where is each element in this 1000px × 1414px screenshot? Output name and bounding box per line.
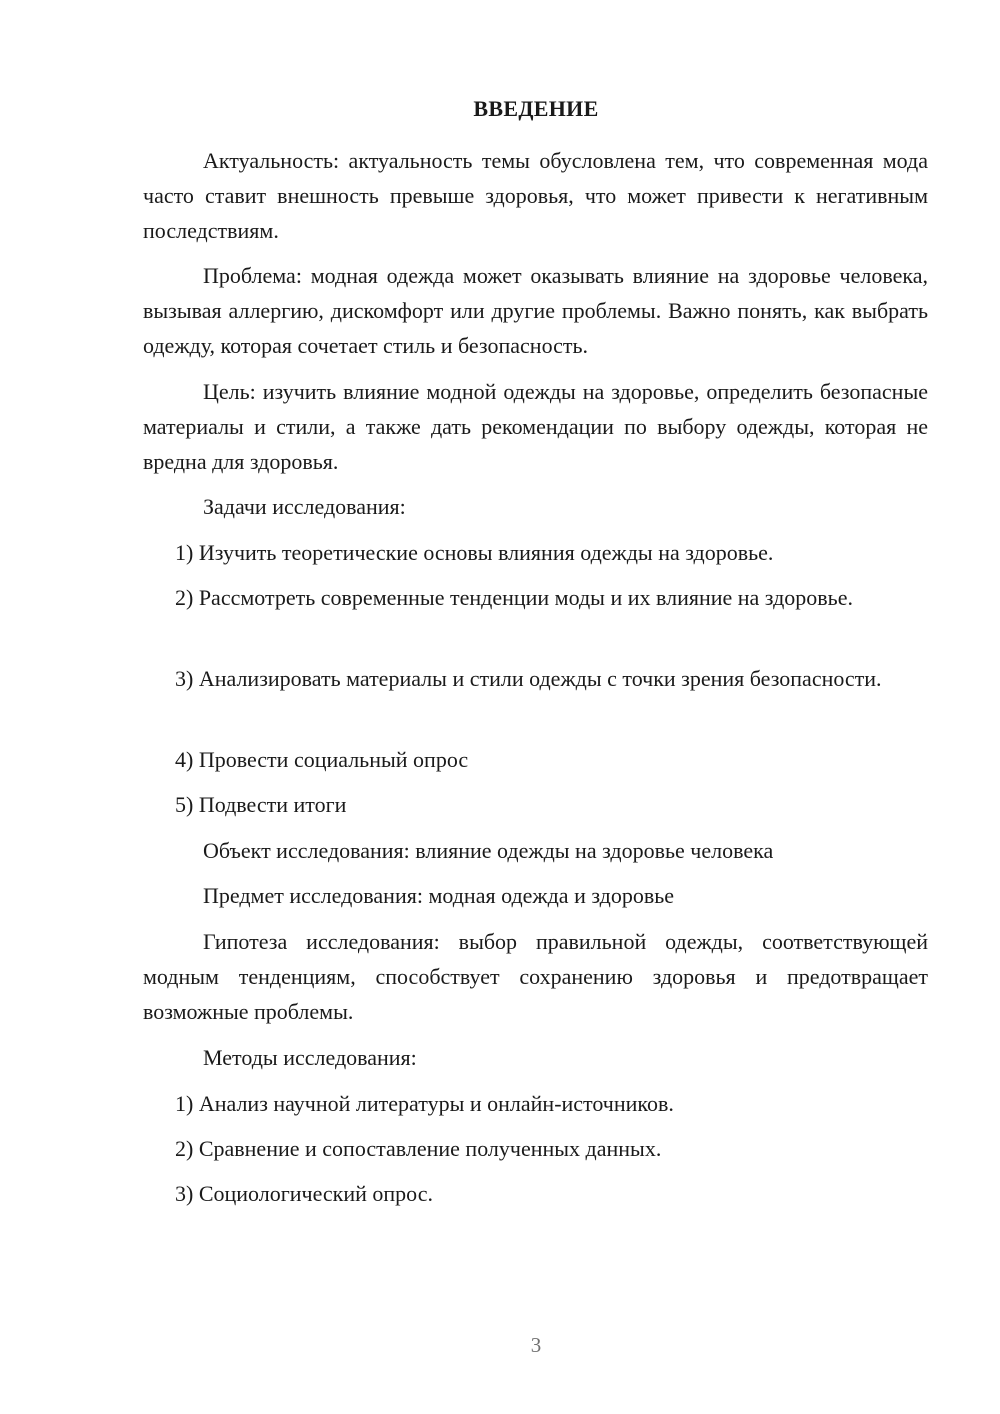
task-item: 3) Анализировать материалы и стили одежды с точки зрения безопасности. [175,666,882,691]
method-item: 2) Сравнение и сопоставление полученных данных. [175,1136,662,1161]
problem-paragraph: Проблема: модная одежда может оказывать влияние на здоровье человека, вызывая аллергию, дискомфорт или другие проблемы. Важно понять, как выбрать одежду, которая сочетает стиль и безопасность. [143,263,928,358]
method-item: 3) Социологический опрос. [175,1181,433,1206]
research-subject: Предмет исследования: модная одежда и здоровье [203,883,675,908]
hypothesis-paragraph: Гипотеза исследования: выбор правильной одежды, соответствующей модным тенденциям, способствует сохранению здоровья и предотвращает возможные проблемы. [143,929,928,1024]
methods-title: Методы исследования: [203,1045,417,1070]
task-item: 4) Провести социальный опрос [175,747,469,772]
section-heading: ВВЕДЕНИЕ [473,96,599,121]
task-item: 1) Изучить теоретические основы влияния одежды на здоровье. [175,540,774,565]
relevance-paragraph: Актуальность: актуальность темы обусловлена тем, что современная мода часто ставит внешность превыше здоровья, что может привести к негативным последствиям. [143,148,928,243]
method-item: 1) Анализ научной литературы и онлайн-источников. [175,1091,674,1116]
goal-paragraph: Цель: изучить влияние модной одежды на здоровье, определить безопасные материалы и стили, а также дать рекомендации по выбору одежды, которая не вредна для здоровья. [143,379,928,474]
task-item: 5) Подвести итоги [175,792,347,817]
task-item: 2) Рассмотреть современные тенденции моды и их влияние на здоровье. [175,585,853,610]
tasks-title: Задачи исследования: [203,494,406,519]
research-object: Объект исследования: влияние одежды на здоровье человека [203,838,774,863]
page-number: 3 [530,1333,542,1357]
